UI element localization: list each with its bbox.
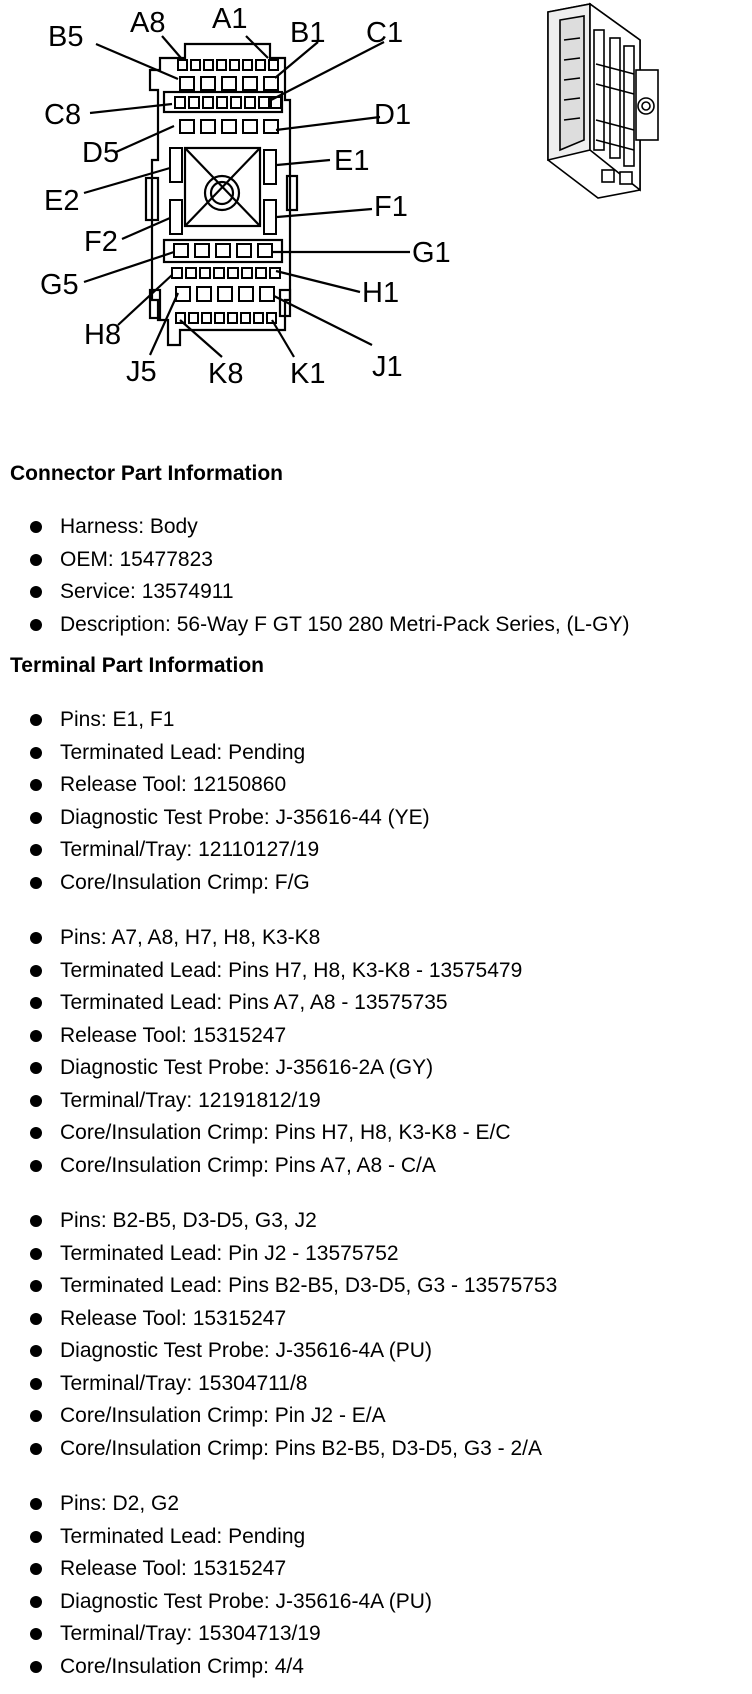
connector-info-list	[0, 511, 630, 641]
list-item: Diagnostic Test Probe: J-35616-44 (YE)	[0, 802, 430, 835]
label-A8: A8	[130, 7, 166, 39]
list-item: Diagnostic Test Probe: J-35616-2A (GY)	[0, 1052, 522, 1085]
list-item: OEM: 15477823	[0, 544, 630, 577]
label-E1: E1	[334, 145, 370, 177]
list-item: Terminal/Tray: 15304713/19	[0, 1618, 432, 1651]
connector-isometric-illustration	[548, 4, 658, 198]
label-H8: H8	[84, 319, 122, 351]
list-item: Release Tool: 15315247	[0, 1020, 522, 1053]
label-D5: D5	[82, 137, 120, 169]
label-G1: G1	[412, 237, 451, 269]
list-item: Terminated Lead: Pins H7, H8, K3-K8 - 13575479	[0, 955, 522, 988]
label-K8: K8	[208, 358, 244, 390]
list-item: Description: 56-Way F GT 150 280 Metri-Pack Series, (L-GY)	[0, 609, 630, 642]
list-item: Core/Insulation Crimp: F/G	[0, 867, 430, 900]
list-item: Pins: D2, G2	[0, 1488, 432, 1521]
list-item: Diagnostic Test Probe: J-35616-4A (PU)	[0, 1586, 432, 1619]
list-item: Release Tool: 15315247	[0, 1303, 557, 1336]
list-item: Terminated Lead: Pin J2 - 13575752	[0, 1238, 557, 1271]
list-item: Terminal/Tray: 12191812/19	[0, 1085, 522, 1118]
label-C1: C1	[366, 17, 404, 49]
label-B1: B1	[290, 17, 326, 49]
list-item: Terminal/Tray: 15304711/8	[0, 1368, 557, 1401]
connector-diagram	[0, 0, 752, 420]
label-F1: F1	[374, 191, 408, 223]
label-D1: D1	[374, 99, 412, 131]
list-item: Terminated Lead: Pins A7, A8 - 13575735	[0, 987, 522, 1020]
terminal-group-3	[0, 1205, 557, 1465]
label-C8: C8	[44, 99, 82, 131]
label-J5: J5	[126, 356, 157, 388]
connector-section-title: Connector Part Information	[10, 462, 284, 485]
list-item: Terminated Lead: Pending	[0, 1521, 432, 1554]
list-item: Core/Insulation Crimp: 4/4	[0, 1651, 432, 1684]
label-B5: B5	[48, 21, 84, 53]
list-item: Release Tool: 15315247	[0, 1553, 432, 1586]
list-item: Core/Insulation Crimp: Pin J2 - E/A	[0, 1400, 557, 1433]
label-H1: H1	[362, 277, 400, 309]
terminal-group-4	[0, 1488, 432, 1683]
label-J1: J1	[372, 351, 403, 383]
label-K1: K1	[290, 358, 326, 390]
terminal-group-1	[0, 704, 430, 899]
list-item: Release Tool: 12150860	[0, 769, 430, 802]
list-item: Pins: E1, F1	[0, 704, 430, 737]
label-E2: E2	[44, 185, 80, 217]
list-item: Core/Insulation Crimp: Pins A7, A8 - C/A	[0, 1150, 522, 1183]
list-item: Core/Insulation Crimp: Pins H7, H8, K3-K8 - E/C	[0, 1117, 522, 1150]
list-item: Harness: Body	[0, 511, 630, 544]
list-item: Pins: B2-B5, D3-D5, G3, J2	[0, 1205, 557, 1238]
label-A1: A1	[212, 3, 248, 35]
list-item: Terminal/Tray: 12110127/19	[0, 834, 430, 867]
list-item: Pins: A7, A8, H7, H8, K3-K8	[0, 922, 522, 955]
terminal-group-2	[0, 922, 522, 1182]
label-F2: F2	[84, 226, 118, 258]
list-item: Core/Insulation Crimp: Pins B2-B5, D3-D5, G3 - 2/A	[0, 1433, 557, 1466]
list-item: Diagnostic Test Probe: J-35616-4A (PU)	[0, 1335, 557, 1368]
terminal-section-title: Terminal Part Information	[10, 654, 264, 677]
label-G5: G5	[40, 269, 79, 301]
list-item: Service: 13574911	[0, 576, 630, 609]
list-item: Terminated Lead: Pending	[0, 737, 430, 770]
list-item: Terminated Lead: Pins B2-B5, D3-D5, G3 - 13575753	[0, 1270, 557, 1303]
